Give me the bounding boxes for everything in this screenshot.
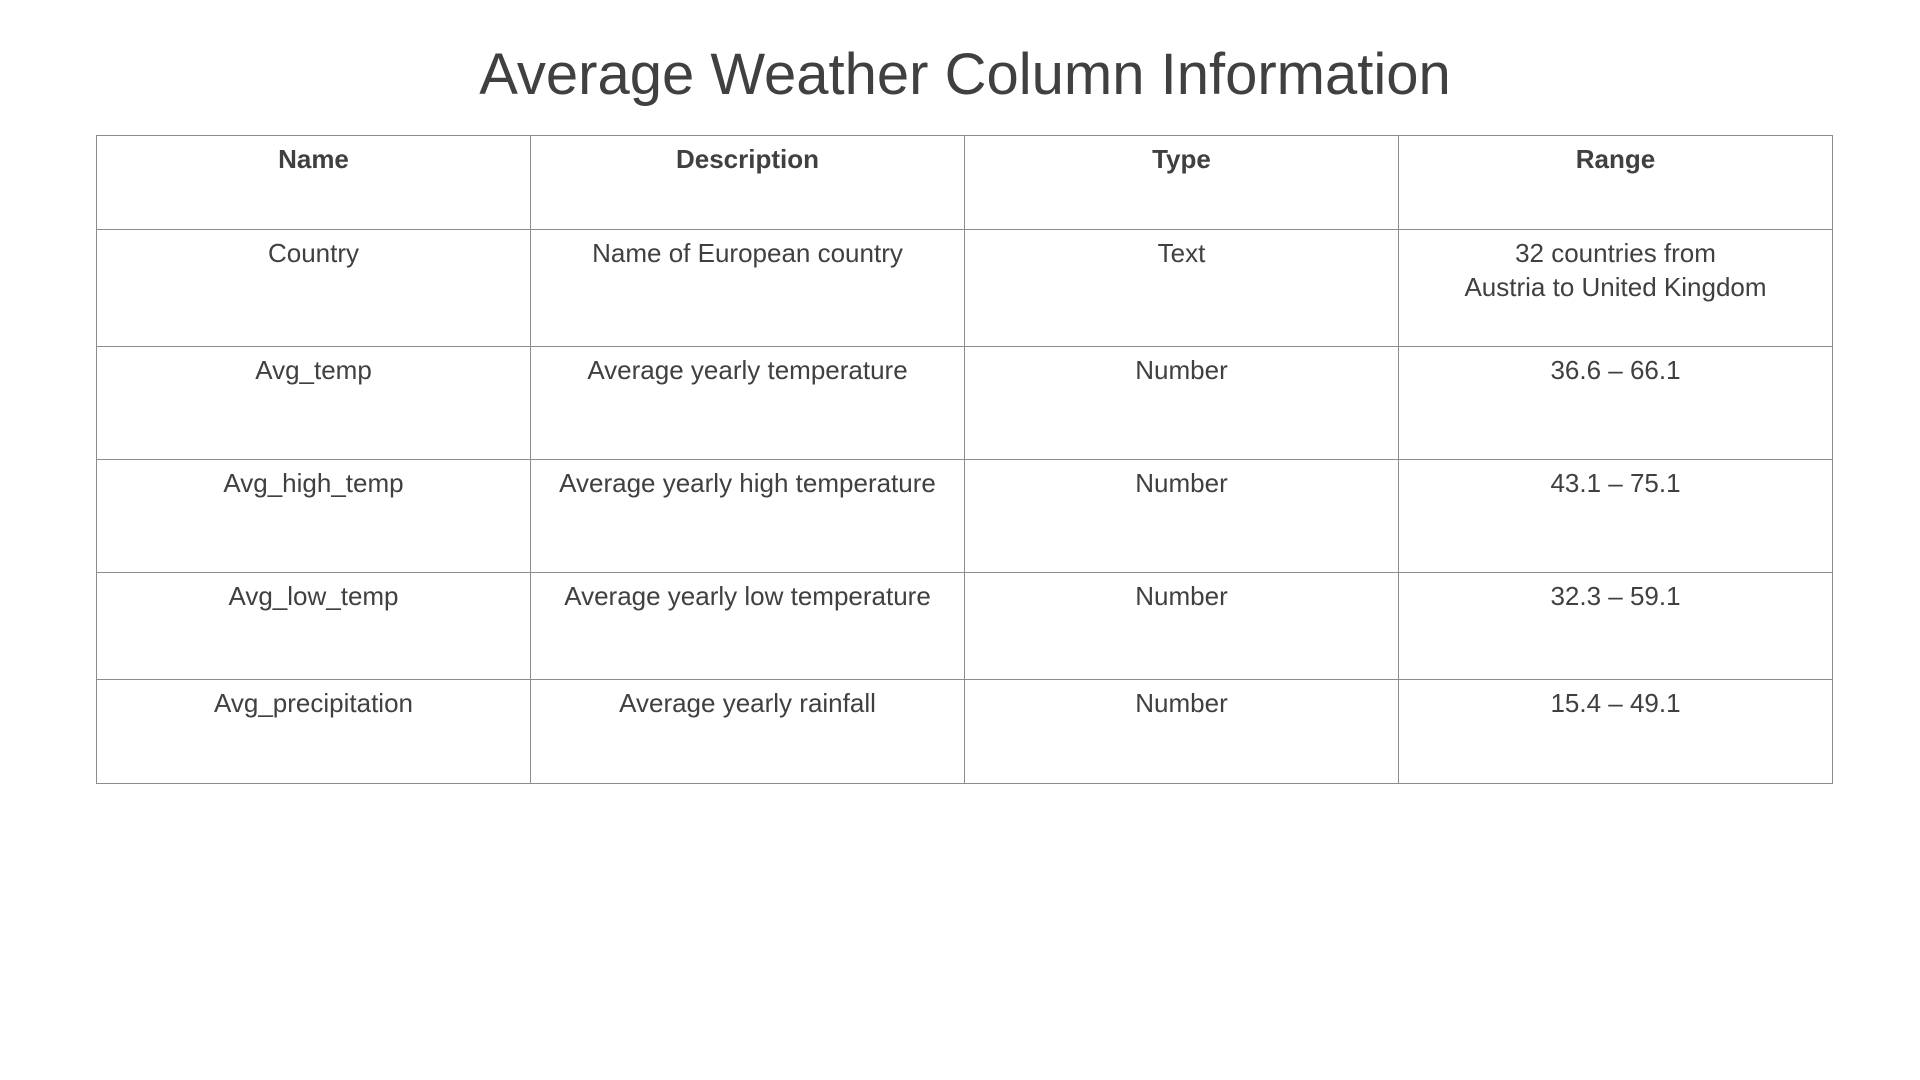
header-description: Description [531,136,965,230]
table-row [97,680,1833,784]
cell-range: 32 countries from Austria to United Kingdom [1399,230,1833,347]
table-header-row [97,136,1833,230]
cell-type: Number [965,680,1399,784]
table-row [97,230,1833,347]
cell-name: Avg_precipitation [97,680,531,784]
header-range: Range [1399,136,1833,230]
cell-description: Average yearly low temperature [531,573,965,680]
cell-range: 32.3 – 59.1 [1399,573,1833,680]
cell-description: Average yearly temperature [531,347,965,460]
cell-type: Text [965,230,1399,347]
cell-name: Avg_temp [97,347,531,460]
cell-name: Avg_low_temp [97,573,531,680]
table-row [97,573,1833,680]
table-row [97,347,1833,460]
cell-type: Number [965,573,1399,680]
header-name: Name [97,136,531,230]
cell-description: Name of European country [531,230,965,347]
weather-column-table-container [96,135,1833,784]
cell-description: Average yearly rainfall [531,680,965,784]
cell-name: Avg_high_temp [97,460,531,573]
cell-range: 43.1 – 75.1 [1399,460,1833,573]
page-title: Average Weather Column Information [479,42,1451,107]
cell-range: 15.4 – 49.1 [1399,680,1833,784]
cell-type: Number [965,460,1399,573]
cell-range: 36.6 – 66.1 [1399,347,1833,460]
cell-description: Average yearly high temperature [531,460,965,573]
header-type: Type [965,136,1399,230]
cell-name: Country [97,230,531,347]
cell-type: Number [965,347,1399,460]
table-row [97,460,1833,573]
weather-column-table [96,135,1833,784]
